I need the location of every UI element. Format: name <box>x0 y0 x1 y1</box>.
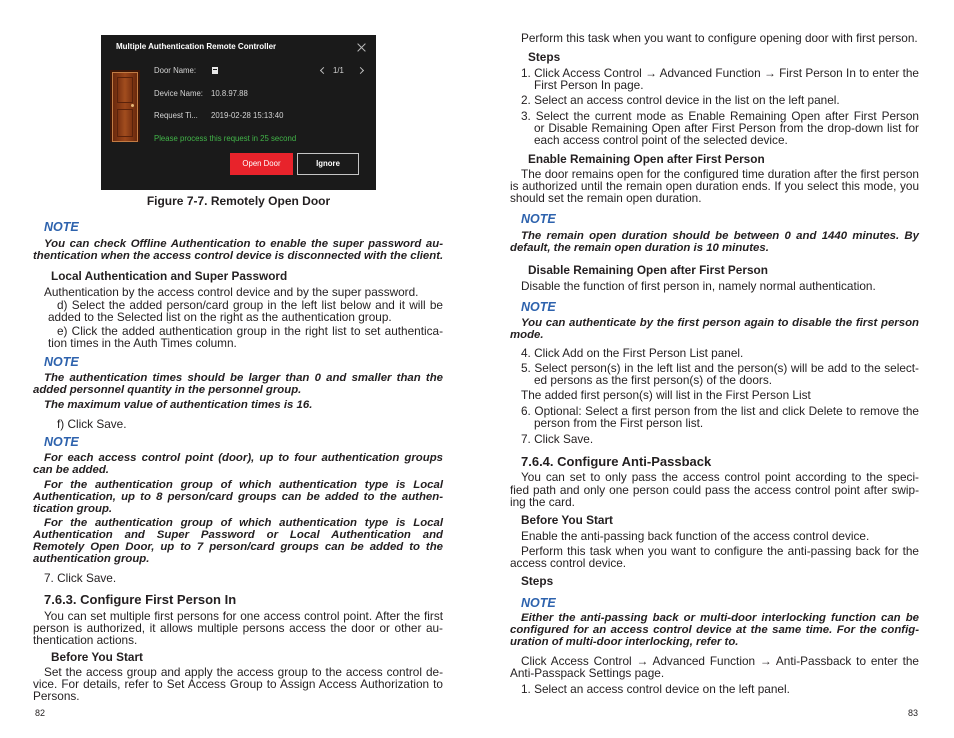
note-text-line: The authentication times should be larger than 0 and smaller than the <box>44 372 443 384</box>
note-text-line: You can authenticate by the first person again to disable the first person <box>521 317 919 329</box>
step-text-line: f) Click Save. <box>57 417 127 431</box>
step-text-line: 4. Click Add on the First Person List panel. <box>521 346 744 360</box>
chevron-left-icon <box>320 67 327 74</box>
body-text-line: Authentication by the access control device and by the super password. <box>44 285 419 299</box>
open-door-button: Open Door <box>230 153 293 175</box>
body-text-line: You can set to only pass the access control point according to the speci- <box>521 470 919 484</box>
note-text-line: The maximum value of authentication times is 16. <box>44 399 313 411</box>
step-text-line: d) Select the added person/card group in the left list below and it will be <box>57 298 443 312</box>
step-text-line: added to the Selected list on the right as the authentication group. <box>48 310 392 324</box>
subheading: Local Authentication and Super Password <box>51 269 288 283</box>
note-label: NOTE <box>521 300 556 314</box>
close-icon <box>356 42 367 53</box>
body-text-line: is authorized until the remain open duration ends. If you select this mode, you <box>510 179 919 193</box>
step-text-line: 3. Select the current mode as Enable Remaining Open after First Person <box>521 109 919 123</box>
subheading: Before You Start <box>521 513 613 527</box>
pager-indicator: 1/1 <box>333 66 344 75</box>
note-text-line: tication group. <box>33 503 113 515</box>
body-text-line: Disable the function of first person in, namely normal authentication. <box>521 279 876 293</box>
step-text-line: 6. Optional: Select a first person from the list and click Delete to remove the <box>521 404 919 418</box>
body-text-line: Anti-Passpack Settings page. <box>510 666 665 680</box>
body-text-line: access control device. <box>510 556 627 570</box>
body-text-line: person is authorized, it allows multiple persons access the door or other au- <box>33 621 443 635</box>
door-name-label: Door Name: <box>154 66 197 75</box>
body-text-line: vice. For details, refer to Set Access Group to Assign Access Authorization to <box>33 677 443 691</box>
door-knob <box>131 104 134 107</box>
note-text-line: default, the remain open duration is 10 minutes. <box>510 242 769 254</box>
step-text-line: 2. Select an access control device in the list on the left panel. <box>521 93 840 107</box>
subheading: Steps <box>528 50 561 64</box>
request-time-value: 2019-02-28 15:13:40 <box>211 111 284 120</box>
door-panel-bottom <box>117 109 133 137</box>
ignore-button: Ignore <box>297 153 359 175</box>
subheading: Before You Start <box>51 650 143 664</box>
body-text-line: Set the access group and apply the access group to the access control de- <box>44 665 443 679</box>
device-name-label: Device Name: <box>154 89 203 98</box>
subheading: Enable Remaining Open after First Person <box>528 152 765 166</box>
step-text-line: 1. Click Access Control → Advanced Function → First Person In to enter the <box>521 66 919 80</box>
note-text-line: For the authentication group of which authentication type is Local <box>44 517 443 529</box>
note-label: NOTE <box>44 355 79 369</box>
section-heading: 7.6.3. Configure First Person In <box>44 592 237 607</box>
body-text-line: should set the remain open duration. <box>510 191 702 205</box>
device-icon <box>212 67 218 74</box>
body-text-line: Perform this task when you want to configure opening door with first person. <box>521 31 918 45</box>
note-text-line: You can check Offline Authentication to enable the super password au- <box>44 238 443 250</box>
right-page <box>477 0 954 738</box>
body-text-line: thentication actions. <box>33 633 138 647</box>
note-text-line: uration of multi-door interlocking, refer to. <box>510 636 739 648</box>
step-text-line: 5. Select person(s) in the left list and the person(s) will be add to the select- <box>521 361 919 375</box>
section-heading: 7.6.4. Configure Anti-Passback <box>521 454 712 469</box>
step-text-line: 7. Click Save. <box>521 432 594 446</box>
subheading: Steps <box>521 574 554 588</box>
body-text-line: The added first person(s) will list in the First Person List <box>521 388 811 402</box>
page-number: 83 <box>908 708 919 718</box>
device-name-value: 10.8.97.88 <box>211 89 248 98</box>
body-text-line: Click Access Control → Advanced Function → Anti-Passback to enter the <box>521 654 919 668</box>
note-text-line: Authentication, up to 8 person/card groups can be added to the authen- <box>33 491 443 503</box>
figure-remote-open-door-dialog <box>101 35 376 190</box>
step-text-line: tion times in the Auth Times column. <box>48 336 237 350</box>
step-text-line: 7. Click Save. <box>44 571 117 585</box>
step-text-line: ed persons as the first person(s) of the doors. <box>534 373 773 387</box>
body-text-line: The door remains open for the configured time duration after the first person <box>521 167 919 181</box>
chevron-right-icon <box>357 67 364 74</box>
note-text-line: Either the anti-passing back or multi-door interlocking function can be <box>521 612 919 624</box>
step-text-line: First Person In page. <box>534 78 644 92</box>
note-text-line: For the authentication group of which authentication type is Local <box>44 479 443 491</box>
door-image <box>110 70 140 142</box>
note-text-line: For each access control point (door), up to four authentication groups <box>44 452 443 464</box>
figure-caption: Figure 7-7. Remotely Open Door <box>146 194 331 208</box>
note-label: NOTE <box>521 212 556 226</box>
note-text-line: configured for an access control device at the same time. For the config- <box>510 624 919 636</box>
step-text-line: 1. Select an access control device on the left panel. <box>521 682 790 696</box>
body-text-line: Perform this task when you want to configure the anti-passing back for the <box>521 544 919 558</box>
step-text-line: person from the First person list. <box>534 416 704 430</box>
body-text-line: Enable the anti-passing back function of the access control device. <box>521 529 870 543</box>
body-text-line: You can set multiple first persons for one access control point. After the first <box>44 609 443 623</box>
note-label: NOTE <box>521 596 556 610</box>
page-number: 82 <box>35 708 46 718</box>
note-text-line: mode. <box>510 329 544 341</box>
note-text-line: Remotely Open Door, up to 7 person/card groups can be added to the <box>33 541 443 553</box>
subheading: Disable Remaining Open after First Person <box>528 263 768 277</box>
note-text-line: The remain open duration should be between 0 and 1440 minutes. By <box>521 230 919 242</box>
note-label: NOTE <box>44 220 79 234</box>
dialog-title: Multiple Authentication Remote Controller <box>116 42 277 51</box>
note-text-line: thentication when the access control device is disconnected with the client. <box>33 250 444 262</box>
body-text-line: ing the card. <box>510 495 575 509</box>
note-text-line: can be added. <box>33 464 109 476</box>
step-text-line: or Disable Remaining Open after First Person from the drop-down list for <box>534 121 919 135</box>
note-label: NOTE <box>44 435 79 449</box>
note-text-line: added personnel quantity in the personnel group. <box>33 384 302 396</box>
body-text-line: fied path and only one person could pass the access control point after swip- <box>510 483 919 497</box>
note-text-line: authentication group. <box>33 553 150 565</box>
step-text-line: each access control point of the selected device. <box>534 133 788 147</box>
body-text-line: Persons. <box>33 689 80 703</box>
note-text-line: Authentication and Super Password or Local Authentication and <box>33 529 443 541</box>
door-leaf <box>112 72 138 142</box>
step-text-line: e) Click the added authentication group in the right list to set authentica- <box>57 324 443 338</box>
request-time-label: Request Ti... <box>154 111 198 120</box>
countdown-message: Please process this request in 25 second <box>154 134 297 143</box>
door-panel-top <box>117 77 133 103</box>
